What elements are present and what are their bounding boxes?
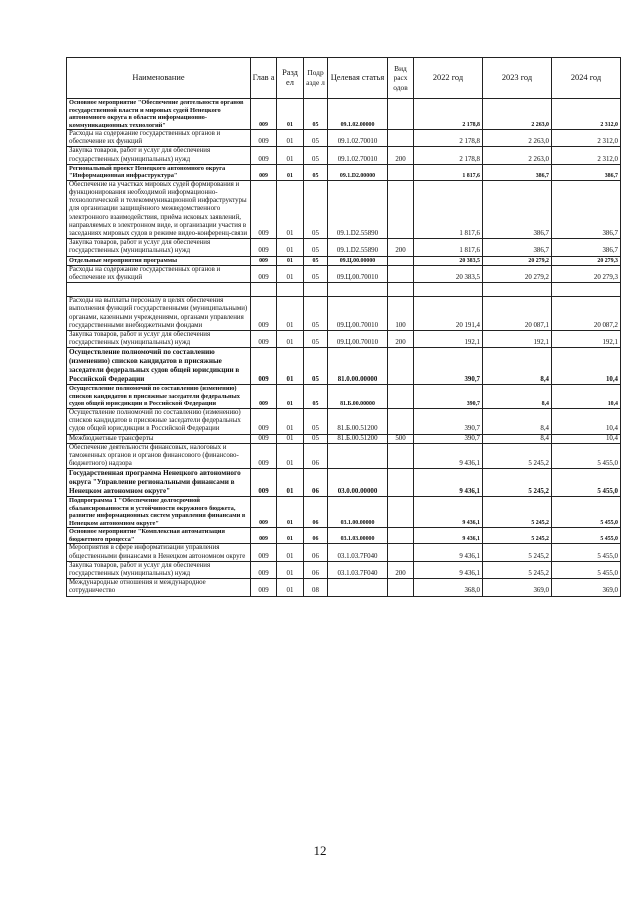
row-expense-type-cell — [388, 497, 414, 528]
row-section-cell: 01 — [277, 256, 304, 265]
header-expense-type: Вид расх одов — [388, 58, 414, 99]
row-target-article-cell: 09.Ц.00.70010 — [328, 331, 388, 348]
row-target-article-cell: 09.1.D2.00000 — [328, 164, 388, 180]
row-subsection-cell: 05 — [304, 99, 328, 130]
table-row — [67, 385, 621, 409]
row-expense-type-cell — [388, 256, 414, 265]
row-name-cell — [67, 283, 251, 297]
row-amount-2023-cell: 386,7 — [483, 164, 552, 180]
row-expense-type-cell — [388, 348, 414, 385]
row-amount-2022-cell: 192,1 — [414, 331, 483, 348]
row-target-article-cell: 09.Ц.00.70010 — [328, 297, 388, 331]
row-subsection-cell: 05 — [304, 180, 328, 238]
header-target-article: Целевая статья — [328, 58, 388, 99]
row-amount-2023-cell: 2 263,0 — [483, 130, 552, 147]
row-chapter-cell: 009 — [251, 348, 277, 385]
row-name-cell: Основное мероприятие "Обеспечение деятельности органов государственной власти и мировых судей Ненецкого автономного округа в области информационно-коммуникационных технологий" — [67, 99, 251, 130]
row-expense-type-cell — [388, 544, 414, 561]
row-section-cell: 01 — [277, 147, 304, 164]
row-amount-2022-cell: 2 178,8 — [414, 147, 483, 164]
row-chapter-cell: 009 — [251, 99, 277, 130]
row-expense-type-cell: 200 — [388, 147, 414, 164]
row-amount-2022-cell: 20 383,5 — [414, 256, 483, 265]
table-row — [67, 528, 621, 544]
row-amount-2022-cell — [414, 283, 483, 297]
row-name-cell: Закупка товаров, работ и услуг для обеспечения государственных (муниципальных) нужд — [67, 561, 251, 578]
row-name-cell: Межбюджетные трансферты — [67, 434, 251, 443]
row-name-cell: Закупка товаров, работ и услуг для обеспечения государственных (муниципальных) нужд — [67, 239, 251, 256]
table-row — [67, 579, 621, 596]
table-body — [67, 99, 621, 597]
row-amount-2022-cell: 390,7 — [414, 385, 483, 409]
row-amount-2024-cell: 10,4 — [552, 408, 621, 434]
row-chapter-cell: 009 — [251, 528, 277, 544]
header-name: Наименование — [67, 58, 251, 99]
row-amount-2023-cell: 8,4 — [483, 348, 552, 385]
row-amount-2023-cell: 369,0 — [483, 579, 552, 596]
row-section-cell: 01 — [277, 385, 304, 409]
row-amount-2023-cell: 5 245,2 — [483, 528, 552, 544]
table-row — [67, 297, 621, 331]
row-amount-2022-cell: 9 436,1 — [414, 544, 483, 561]
row-chapter-cell: 009 — [251, 297, 277, 331]
row-section-cell: 01 — [277, 239, 304, 256]
row-subsection-cell: 05 — [304, 348, 328, 385]
row-subsection-cell: 05 — [304, 130, 328, 147]
header-year-2024: 2024 год — [552, 58, 621, 99]
row-expense-type-cell — [388, 408, 414, 434]
table-row — [67, 443, 621, 469]
row-chapter-cell: 009 — [251, 408, 277, 434]
table-row — [67, 331, 621, 348]
row-target-article-cell — [328, 443, 388, 469]
row-target-article-cell: 03.1.03.7F040 — [328, 561, 388, 578]
row-amount-2024-cell: 5 455,0 — [552, 443, 621, 469]
row-chapter-cell: 009 — [251, 561, 277, 578]
row-name-cell: Международные отношения и международное сотрудничество — [67, 579, 251, 596]
row-expense-type-cell — [388, 385, 414, 409]
row-chapter-cell: 009 — [251, 164, 277, 180]
row-name-cell: Государственная программа Ненецкого автономного округа "Управление региональными финансами в Ненецком автономном округе" — [67, 469, 251, 497]
table-row — [67, 434, 621, 443]
row-target-article-cell: 09.1.D2.55890 — [328, 180, 388, 238]
row-amount-2024-cell: 369,0 — [552, 579, 621, 596]
table-row — [67, 544, 621, 561]
row-amount-2022-cell: 390,7 — [414, 348, 483, 385]
row-amount-2024-cell: 386,7 — [552, 164, 621, 180]
row-amount-2024-cell: 5 455,0 — [552, 497, 621, 528]
row-amount-2024-cell: 5 455,0 — [552, 528, 621, 544]
row-target-article-cell: 09.1.D2.55890 — [328, 239, 388, 256]
row-subsection-cell: 06 — [304, 443, 328, 469]
row-amount-2024-cell: 20 087,2 — [552, 297, 621, 331]
row-amount-2023-cell: 8,4 — [483, 434, 552, 443]
budget-table — [66, 57, 621, 597]
row-amount-2024-cell: 10,4 — [552, 434, 621, 443]
row-section-cell: 01 — [277, 443, 304, 469]
row-target-article-cell: 09.Ц.00.70010 — [328, 265, 388, 282]
row-section-cell: 01 — [277, 348, 304, 385]
table-row — [67, 408, 621, 434]
row-section-cell — [277, 283, 304, 297]
row-target-article-cell: 81.Б.00.51200 — [328, 434, 388, 443]
row-expense-type-cell — [388, 283, 414, 297]
row-section-cell: 01 — [277, 265, 304, 282]
table-row — [67, 256, 621, 265]
row-amount-2023-cell: 20 279,2 — [483, 256, 552, 265]
row-name-cell: Осуществление полномочий по составлению (изменению) списков кандидатов в присяжные заседатели федеральных судов общей юрисдикции в Российской Федерации — [67, 408, 251, 434]
row-subsection-cell: 05 — [304, 147, 328, 164]
row-chapter-cell: 009 — [251, 434, 277, 443]
row-amount-2022-cell: 2 178,8 — [414, 99, 483, 130]
header-year-2022: 2022 год — [414, 58, 483, 99]
row-amount-2024-cell: 20 279,3 — [552, 256, 621, 265]
row-name-cell: Отдельные мероприятия программы — [67, 256, 251, 265]
table-row — [67, 497, 621, 528]
row-subsection-cell: 06 — [304, 544, 328, 561]
row-expense-type-cell — [388, 528, 414, 544]
table-row — [67, 265, 621, 282]
row-section-cell: 01 — [277, 297, 304, 331]
row-expense-type-cell: 100 — [388, 297, 414, 331]
row-section-cell: 01 — [277, 408, 304, 434]
row-subsection-cell: 05 — [304, 265, 328, 282]
row-amount-2023-cell: 8,4 — [483, 408, 552, 434]
row-expense-type-cell: 200 — [388, 331, 414, 348]
row-chapter-cell: 009 — [251, 544, 277, 561]
row-subsection-cell: 05 — [304, 331, 328, 348]
row-amount-2023-cell: 2 263,0 — [483, 99, 552, 130]
row-amount-2022-cell: 2 178,8 — [414, 130, 483, 147]
header-subsection: Подр азде л — [304, 58, 328, 99]
row-section-cell: 01 — [277, 180, 304, 238]
row-chapter-cell: 009 — [251, 579, 277, 596]
row-amount-2022-cell: 390,7 — [414, 408, 483, 434]
row-name-cell: Подпрограмма 1 "Обеспечение долгосрочной сбалансированности и устойчивости окружного бюджета, развитие информационных систем управления финансами в Ненецком автономном округе" — [67, 497, 251, 528]
row-chapter-cell: 009 — [251, 239, 277, 256]
row-subsection-cell: 06 — [304, 561, 328, 578]
page-number: 12 — [313, 843, 327, 858]
row-chapter-cell — [251, 283, 277, 297]
row-amount-2022-cell: 20 383,5 — [414, 265, 483, 282]
row-amount-2024-cell: 10,4 — [552, 385, 621, 409]
row-chapter-cell: 009 — [251, 130, 277, 147]
row-amount-2024-cell: 10,4 — [552, 348, 621, 385]
row-amount-2022-cell: 9 436,1 — [414, 561, 483, 578]
row-expense-type-cell — [388, 164, 414, 180]
row-target-article-cell — [328, 579, 388, 596]
row-amount-2022-cell: 9 436,1 — [414, 528, 483, 544]
row-section-cell: 01 — [277, 164, 304, 180]
row-subsection-cell: 08 — [304, 579, 328, 596]
row-subsection-cell: 06 — [304, 497, 328, 528]
row-name-cell: Закупка товаров, работ и услуг для обеспечения государственных (муниципальных) нужд — [67, 147, 251, 164]
row-target-article-cell: 03.1.00.00000 — [328, 497, 388, 528]
row-expense-type-cell — [388, 180, 414, 238]
row-amount-2023-cell: 5 245,2 — [483, 469, 552, 497]
row-subsection-cell: 05 — [304, 434, 328, 443]
row-amount-2024-cell: 386,7 — [552, 239, 621, 256]
row-amount-2022-cell: 9 436,1 — [414, 469, 483, 497]
budget-table-container — [66, 57, 620, 597]
row-subsection-cell — [304, 283, 328, 297]
row-target-article-cell: 03.1.03.00000 — [328, 528, 388, 544]
row-amount-2022-cell: 20 191,4 — [414, 297, 483, 331]
row-section-cell: 01 — [277, 130, 304, 147]
row-amount-2024-cell: 5 455,0 — [552, 561, 621, 578]
row-name-cell: Основное мероприятие "Комплексная автоматизация бюджетного процесса" — [67, 528, 251, 544]
row-amount-2023-cell: 20 087,1 — [483, 297, 552, 331]
row-chapter-cell: 009 — [251, 443, 277, 469]
row-target-article-cell: 09.1.02.70010 — [328, 130, 388, 147]
row-amount-2023-cell: 2 263,0 — [483, 147, 552, 164]
row-name-cell: Закупка товаров, работ и услуг для обеспечения государственных (муниципальных) нужд — [67, 331, 251, 348]
row-subsection-cell: 05 — [304, 239, 328, 256]
table-row — [67, 561, 621, 578]
row-amount-2024-cell: 2 312,0 — [552, 147, 621, 164]
row-chapter-cell: 009 — [251, 180, 277, 238]
row-target-article-cell: 03.1.03.7F040 — [328, 544, 388, 561]
row-amount-2023-cell — [483, 283, 552, 297]
row-amount-2022-cell: 1 817,6 — [414, 180, 483, 238]
table-row — [67, 469, 621, 497]
row-target-article-cell: 81.0.00.00000 — [328, 348, 388, 385]
row-amount-2024-cell: 5 455,0 — [552, 544, 621, 561]
row-amount-2023-cell: 8,4 — [483, 385, 552, 409]
table-row — [67, 239, 621, 256]
row-amount-2023-cell: 386,7 — [483, 180, 552, 238]
row-target-article-cell: 09.1.02.70010 — [328, 147, 388, 164]
row-amount-2022-cell: 9 436,1 — [414, 497, 483, 528]
row-expense-type-cell — [388, 99, 414, 130]
row-section-cell: 01 — [277, 528, 304, 544]
row-subsection-cell: 05 — [304, 385, 328, 409]
row-amount-2024-cell: 20 279,3 — [552, 265, 621, 282]
row-target-article-cell: 81.Б.00.00000 — [328, 385, 388, 409]
row-chapter-cell: 009 — [251, 265, 277, 282]
row-expense-type-cell — [388, 579, 414, 596]
row-name-cell: Осуществление полномочий по составлению (изменению) списков кандидатов в присяжные заседатели федеральных судов общей юрисдикции в Российской Федерации — [67, 385, 251, 409]
row-expense-type-cell: 200 — [388, 561, 414, 578]
spacer-row — [67, 283, 621, 297]
row-amount-2024-cell: 5 455,0 — [552, 469, 621, 497]
row-expense-type-cell — [388, 443, 414, 469]
row-subsection-cell: 05 — [304, 297, 328, 331]
row-amount-2022-cell: 9 436,1 — [414, 443, 483, 469]
table-row — [67, 130, 621, 147]
header-section: Разд ел — [277, 58, 304, 99]
row-subsection-cell: 06 — [304, 469, 328, 497]
row-amount-2023-cell: 5 245,2 — [483, 497, 552, 528]
header-year-2023: 2023 год — [483, 58, 552, 99]
row-name-cell: Расходы на содержание государственных органов и обеспечение их функций — [67, 130, 251, 147]
row-chapter-cell: 009 — [251, 256, 277, 265]
row-target-article-cell: 09.Ц.00.00000 — [328, 256, 388, 265]
row-target-article-cell: 09.1.02.00000 — [328, 99, 388, 130]
table-row — [67, 99, 621, 130]
row-amount-2024-cell — [552, 283, 621, 297]
row-amount-2022-cell: 390,7 — [414, 434, 483, 443]
table-header-row — [67, 58, 621, 99]
row-name-cell: Осуществление полномочий по составлению (изменению) списков кандидатов в присяжные заседатели федеральных судов общей юрисдикции в Российской Федерации — [67, 348, 251, 385]
row-section-cell: 01 — [277, 561, 304, 578]
row-amount-2023-cell: 5 245,2 — [483, 443, 552, 469]
row-section-cell: 01 — [277, 469, 304, 497]
row-expense-type-cell — [388, 130, 414, 147]
row-section-cell: 01 — [277, 331, 304, 348]
row-amount-2024-cell: 192,1 — [552, 331, 621, 348]
row-amount-2022-cell: 368,0 — [414, 579, 483, 596]
row-amount-2023-cell: 5 245,2 — [483, 544, 552, 561]
row-expense-type-cell: 200 — [388, 239, 414, 256]
row-section-cell: 01 — [277, 497, 304, 528]
row-chapter-cell: 009 — [251, 469, 277, 497]
row-name-cell: Обеспечение деятельности финансовых, налоговых и таможенных органов и органов финансового (финансово-бюджетного) надзора — [67, 443, 251, 469]
row-amount-2024-cell: 386,7 — [552, 180, 621, 238]
row-target-article-cell: 03.0.00.00000 — [328, 469, 388, 497]
row-amount-2023-cell: 20 279,2 — [483, 265, 552, 282]
table-row — [67, 147, 621, 164]
row-chapter-cell: 009 — [251, 331, 277, 348]
row-name-cell: Региональный проект Ненецкого автономного округа "Информационная инфраструктура" — [67, 164, 251, 180]
row-subsection-cell: 05 — [304, 164, 328, 180]
row-section-cell: 01 — [277, 99, 304, 130]
row-chapter-cell: 009 — [251, 385, 277, 409]
row-amount-2022-cell: 1 817,6 — [414, 239, 483, 256]
row-name-cell: Расходы на содержание государственных органов и обеспечение их функций — [67, 265, 251, 282]
row-section-cell: 01 — [277, 434, 304, 443]
header-chapter: Глав а — [251, 58, 277, 99]
row-section-cell: 01 — [277, 579, 304, 596]
row-chapter-cell: 009 — [251, 497, 277, 528]
row-expense-type-cell — [388, 265, 414, 282]
table-row — [67, 164, 621, 180]
row-name-cell: Мероприятия в сфере информатизации управления общественными финансами в Ненецком автономном округе — [67, 544, 251, 561]
row-amount-2024-cell: 2 312,0 — [552, 130, 621, 147]
row-subsection-cell: 05 — [304, 408, 328, 434]
table-row — [67, 180, 621, 238]
row-amount-2022-cell: 1 817,6 — [414, 164, 483, 180]
row-expense-type-cell — [388, 469, 414, 497]
row-amount-2023-cell: 386,7 — [483, 239, 552, 256]
table-row — [67, 348, 621, 385]
row-amount-2023-cell: 192,1 — [483, 331, 552, 348]
row-name-cell: Обеспечение на участках мировых судей формирования и функционирования необходимой информационно-технологической и телекоммуникационной инфраструктуры для организации защищённого межведомственного электронного взаимодействия, приёма исковых заявлений, направляемых в электронном виде, и организации участия в заседаниях мировых судов в режиме видео-конференц-связи — [67, 180, 251, 238]
row-subsection-cell: 06 — [304, 528, 328, 544]
row-chapter-cell: 009 — [251, 147, 277, 164]
row-amount-2024-cell: 2 312,0 — [552, 99, 621, 130]
row-amount-2023-cell: 5 245,2 — [483, 561, 552, 578]
row-name-cell: Расходы на выплаты персоналу в целях обеспечения выполнения функций государственными (муниципальными) органами, казенными учреждениями, органами управления государственными внебюджетными фондами — [67, 297, 251, 331]
row-target-article-cell — [328, 283, 388, 297]
row-section-cell: 01 — [277, 544, 304, 561]
row-subsection-cell: 05 — [304, 256, 328, 265]
row-expense-type-cell: 500 — [388, 434, 414, 443]
row-target-article-cell: 81.Б.00.51200 — [328, 408, 388, 434]
